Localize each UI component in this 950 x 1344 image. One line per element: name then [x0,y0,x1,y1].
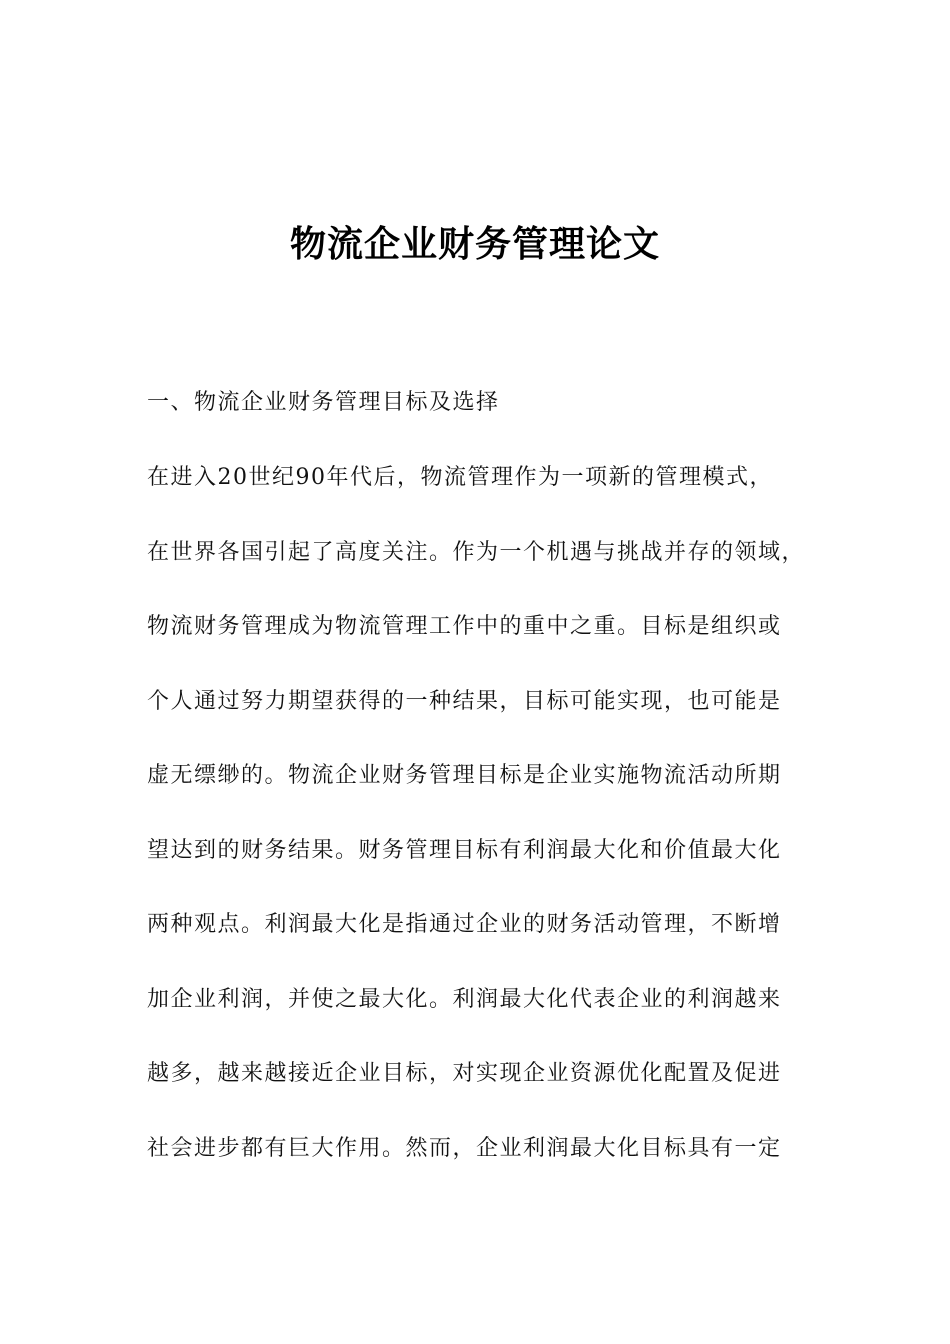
document-title: 物流企业财务管理论文 [289,224,660,265]
body-text-line: 虚无缥缈的。物流企业财务管理目标是企业实施物流活动所期 [147,763,782,788]
body-text-line: 两种观点。利润最大化是指通过企业的财务活动管理，不断增 [147,912,782,937]
body-text-line: 望达到的财务结果。财务管理目标有利润最大化和价值最大化 [147,837,782,863]
body-text-line: 社会进步都有巨大作用。然而，企业利润最大化目标具有一定 [147,1135,782,1161]
body-text-line: 个人通过努力期望获得的一种结果，目标可能实现，也可能是 [147,688,782,714]
body-paragraph [147,460,837,1205]
section-heading: 一、物流企业财务管理目标及选择 [147,390,500,415]
body-text-line: 在世界各国引起了高度关注。作为一个机遇与挑战并存的领域， [147,539,806,565]
body-text-line: 在进入20世纪90年代后，物流管理作为一项新的管理模式， [147,465,773,490]
body-text-line: 加企业利润，并使之最大化。利润最大化代表企业的利润越来 [147,986,782,1012]
body-text-line: 越多，越来越接近企业目标，对实现企业资源优化配置及促进 [147,1061,782,1086]
body-text-line: 物流财务管理成为物流管理工作中的重中之重。目标是组织或 [147,614,782,639]
